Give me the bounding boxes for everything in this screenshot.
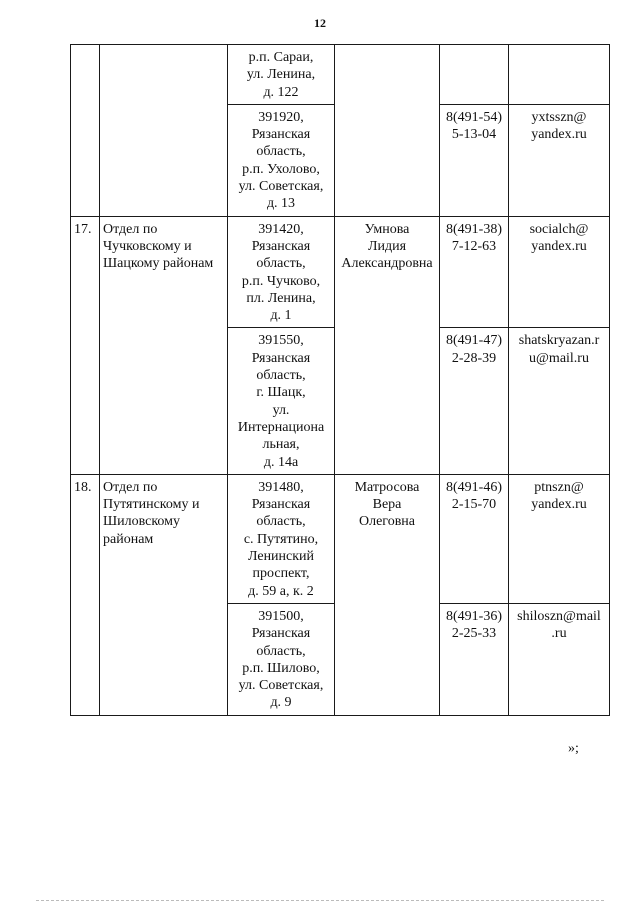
text-line: 7-12-63 xyxy=(451,238,497,254)
text-line: р.п. Шилово, xyxy=(242,660,320,676)
office-email xyxy=(509,474,610,603)
text-line: р.п. Чучково, xyxy=(241,273,321,289)
text-line: Лидия xyxy=(367,238,407,254)
text-line: 391420, xyxy=(258,221,304,237)
text-line: yandex.ru xyxy=(531,497,587,513)
text-line: Ленинский xyxy=(247,549,315,565)
text-line: shatskryazan.r xyxy=(518,333,600,349)
department-head xyxy=(335,216,440,474)
text-line: Чучковскому и xyxy=(103,238,192,254)
text-line: Рязанская xyxy=(251,626,311,642)
office-email xyxy=(509,104,610,216)
text-line: yxtsszn@ xyxy=(531,109,587,125)
text-line: Отдел по xyxy=(103,221,158,237)
text-line: 2-15-70 xyxy=(451,497,497,513)
department-name xyxy=(100,474,228,715)
text-line: Рязанская xyxy=(251,350,311,366)
text-line: проспект, xyxy=(252,566,310,582)
text-line: Рязанская xyxy=(251,497,311,513)
text-line: д. 1 xyxy=(270,308,292,324)
text-line: Путятинскому и xyxy=(103,497,200,513)
text-line: yandex.ru xyxy=(531,127,587,143)
row-number: 18. xyxy=(71,474,100,715)
text-line: Вера xyxy=(372,497,402,513)
bottom-scan-line xyxy=(36,900,604,902)
text-line: 391920, xyxy=(258,109,304,125)
text-line: районам xyxy=(103,531,154,547)
text-line: ул. Советская, xyxy=(238,678,324,694)
departments-table xyxy=(70,44,610,716)
text-line: Отдел по xyxy=(103,479,158,495)
department-name xyxy=(100,45,228,217)
text-line: р.п. Сараи, xyxy=(248,50,314,65)
office-address xyxy=(228,328,335,474)
office-email xyxy=(509,216,610,328)
text-line: д. 59 а, к. 2 xyxy=(248,583,314,599)
text-line: г. Шацк, xyxy=(256,385,306,401)
text-line: д. 13 xyxy=(266,196,296,212)
office-address xyxy=(228,603,335,715)
text-line: р.п. Ухолово, xyxy=(242,161,320,177)
text-line: 8(491-47) xyxy=(446,333,502,349)
office-email xyxy=(509,603,610,715)
office-address xyxy=(228,474,335,603)
table-row xyxy=(71,45,610,105)
row-number xyxy=(71,45,100,217)
text-line: Матросова xyxy=(354,479,420,495)
text-line: Шиловскому xyxy=(103,514,181,530)
office-phone xyxy=(440,328,509,474)
text-line: Шацкому районам xyxy=(103,256,214,272)
page-number: 12 xyxy=(314,16,326,30)
text-line: u@mail.ru xyxy=(529,350,589,366)
closing-mark: »; xyxy=(568,741,579,756)
text-line: Умнова xyxy=(364,221,410,237)
text-line: д. 122 xyxy=(263,84,299,100)
text-line: Олеговна xyxy=(358,514,416,530)
text-line: ул. xyxy=(272,402,290,418)
text-line: 8(491-36) xyxy=(446,608,502,624)
office-phone xyxy=(440,474,509,603)
text-line: 2-28-39 xyxy=(451,350,497,366)
text-line: 2-25-33 xyxy=(451,626,497,642)
department-head xyxy=(335,45,440,217)
office-email xyxy=(509,328,610,474)
text-line: .ru xyxy=(551,626,567,642)
office-address xyxy=(228,104,335,216)
text-line: Рязанская xyxy=(251,238,311,254)
text-line: 391500, xyxy=(258,608,304,624)
text-line: пл. Ленина, xyxy=(246,290,316,306)
text-line: область, xyxy=(256,256,306,272)
text-line: 8(491-54) xyxy=(446,109,502,125)
table-body xyxy=(71,45,610,716)
text-line: д. 9 xyxy=(270,695,292,711)
text-line: socialch@ xyxy=(529,221,589,237)
office-address xyxy=(228,216,335,328)
office-phone xyxy=(440,104,509,216)
text-line: 5-13-04 xyxy=(451,127,497,143)
text-line: Александровна xyxy=(341,256,433,272)
text-line: ptnszn@ xyxy=(534,479,584,495)
text-line: область, xyxy=(256,514,306,530)
table-row xyxy=(71,474,610,603)
text-line: ул. Советская, xyxy=(238,179,324,195)
department-name xyxy=(100,216,228,474)
row-number: 17. xyxy=(71,216,100,474)
text-line: льная, xyxy=(262,437,300,453)
department-head xyxy=(335,474,440,715)
text-line: yandex.ru xyxy=(531,238,587,254)
text-line: с. Путятино, xyxy=(243,531,319,547)
table-row xyxy=(71,216,610,328)
text-line: ул. Ленина, xyxy=(246,67,316,83)
text-line: область, xyxy=(256,368,306,384)
text-line: 391550, xyxy=(258,333,304,349)
office-address xyxy=(228,45,335,105)
text-line: 391480, xyxy=(258,479,304,495)
office-email xyxy=(509,45,610,105)
text-line: область, xyxy=(256,643,306,659)
office-phone xyxy=(440,603,509,715)
text-line: Рязанская xyxy=(251,127,311,143)
text-line: Интернациона xyxy=(237,419,325,435)
office-phone xyxy=(440,216,509,328)
text-line: д. 14а xyxy=(263,454,299,470)
text-line: область, xyxy=(256,144,306,160)
text-line: shiloszn@mail xyxy=(517,608,601,624)
text-line: 8(491-46) xyxy=(446,479,502,495)
office-phone xyxy=(440,45,509,105)
text-line: 8(491-38) xyxy=(446,221,502,237)
